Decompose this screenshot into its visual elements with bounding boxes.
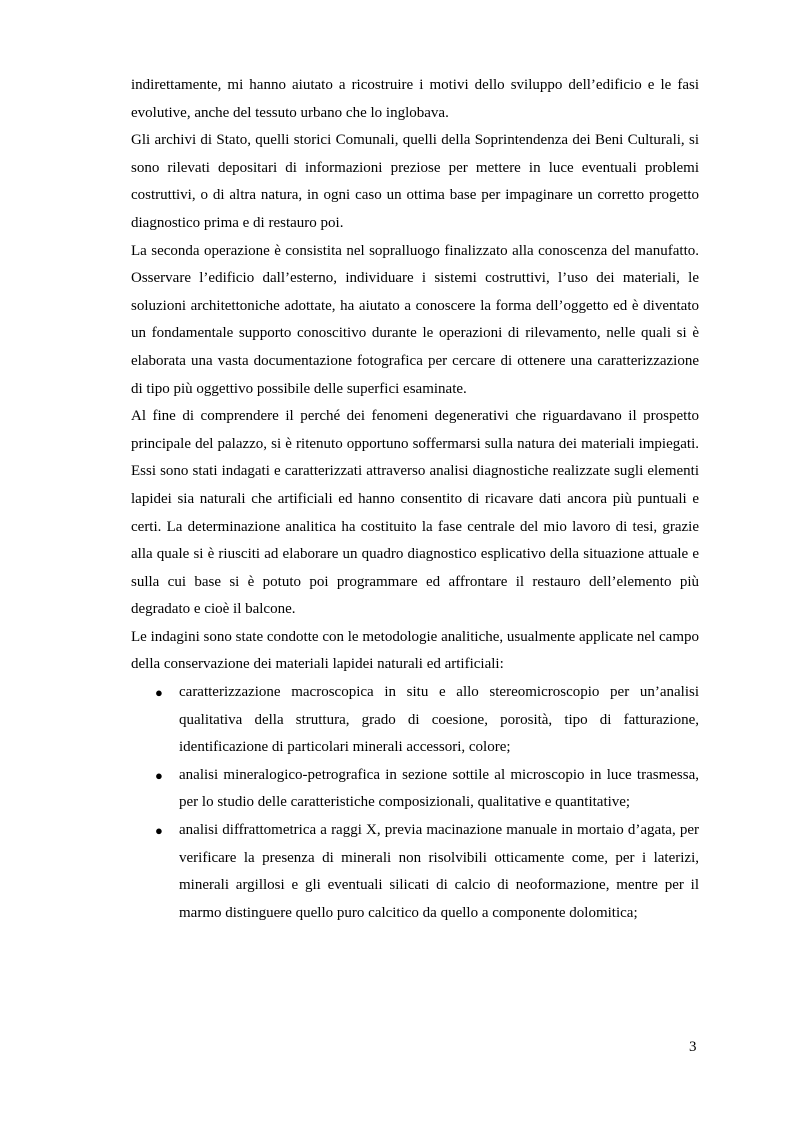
analysis-list bbox=[131, 679, 699, 927]
paragraph-methods: Le indagini sono state condotte con le metodologie analitiche, usualmente applicate nel campo della conservazione dei materiali lapidei naturali ed artificiali: bbox=[131, 628, 699, 673]
list-item bbox=[131, 817, 699, 927]
list-item bbox=[131, 679, 699, 762]
list-item-text: analisi diffrattometrica a raggi X, previa macinazione manuale in mortaio d’agata, per verificare la presenza di minerali non risolvibili otticamente come, per i laterizi, minerali argillosi e gli eventuali silicati di calcio di neoformazione, mentre per il marmo distinguere quello puro calcitico da quello a componente dolomitica; bbox=[179, 822, 699, 921]
paragraph-survey: La seconda operazione è consistita nel sopralluogo finalizzato alla conoscenza del manufatto. Osservare l’edificio dall’esterno, individuare i sistemi costruttivi, l’uso dei materiali, le soluzioni architettoniche adottate, ha aiutato a conoscere la forma dell’oggetto ed è diventato un fondamentale supporto conoscitivo durante le operazioni di rilevamento, nelle quali si è elaborata una vasta documentazione fotografica per cercare di ottenere una caratterizzazione di tipo più oggettivo possibile delle superfici esaminate. bbox=[131, 242, 699, 397]
paragraph-archives: Gli archivi di Stato, quelli storici Comunali, quelli della Soprintendenza dei Beni Culturali, si sono rilevati depositari di informazioni preziose per mettere in luce eventuali problemi costruttivi, o di altra natura, in ogni caso un ottima base per impaginare un corretto progetto diagnostico prima e di restauro poi. bbox=[131, 132, 699, 231]
document-body bbox=[131, 72, 699, 927]
paragraph-intro: indirettamente, mi hanno aiutato a ricostruire i motivi dello sviluppo dell’edificio e le fasi evolutive, anche del tessuto urbano che lo inglobava. bbox=[131, 77, 699, 121]
bullet-icon: ● bbox=[155, 685, 163, 701]
bullet-icon: ● bbox=[155, 767, 163, 783]
bullet-icon: ● bbox=[155, 823, 163, 839]
paragraph-materials: Al fine di comprendere il perché dei fenomeni degenerativi che riguardavano il prospetto principale del palazzo, si è ritenuto opportuno soffermarsi sulla natura dei materiali impiegati. Essi sono stati indagati e caratterizzati attraverso analisi diagnostiche realizzate sugli elementi lapidei sia naturali che artificiali ed hanno consentito di ricavare dati ancora più puntuali e certi. La determinazione analitica ha costituito la fase centrale del mio lavoro di tesi, grazie alla quale si è riusciti ad elaborare un quadro diagnostico esplicativo della situazione attuale e sulla cui base si è potuto poi programmare ed affrontare il restauro dell’elemento più degradato e cioè il balcone. bbox=[131, 408, 699, 618]
list-item bbox=[131, 762, 699, 817]
list-item-text: analisi mineralogico-petrografica in sezione sottile al microscopio in luce trasmessa, per lo studio delle caratteristiche composizionali, qualitative e quantitative; bbox=[179, 766, 699, 811]
page-number: 3 bbox=[689, 1039, 697, 1055]
list-item-text: caratterizzazione macroscopica in situ e allo stereomicroscopio per un’analisi qualitativa della struttura, grado di coesione, porosità, tipo di fatturazione, identificazione di particolari minerali accessori, colore; bbox=[179, 684, 699, 756]
